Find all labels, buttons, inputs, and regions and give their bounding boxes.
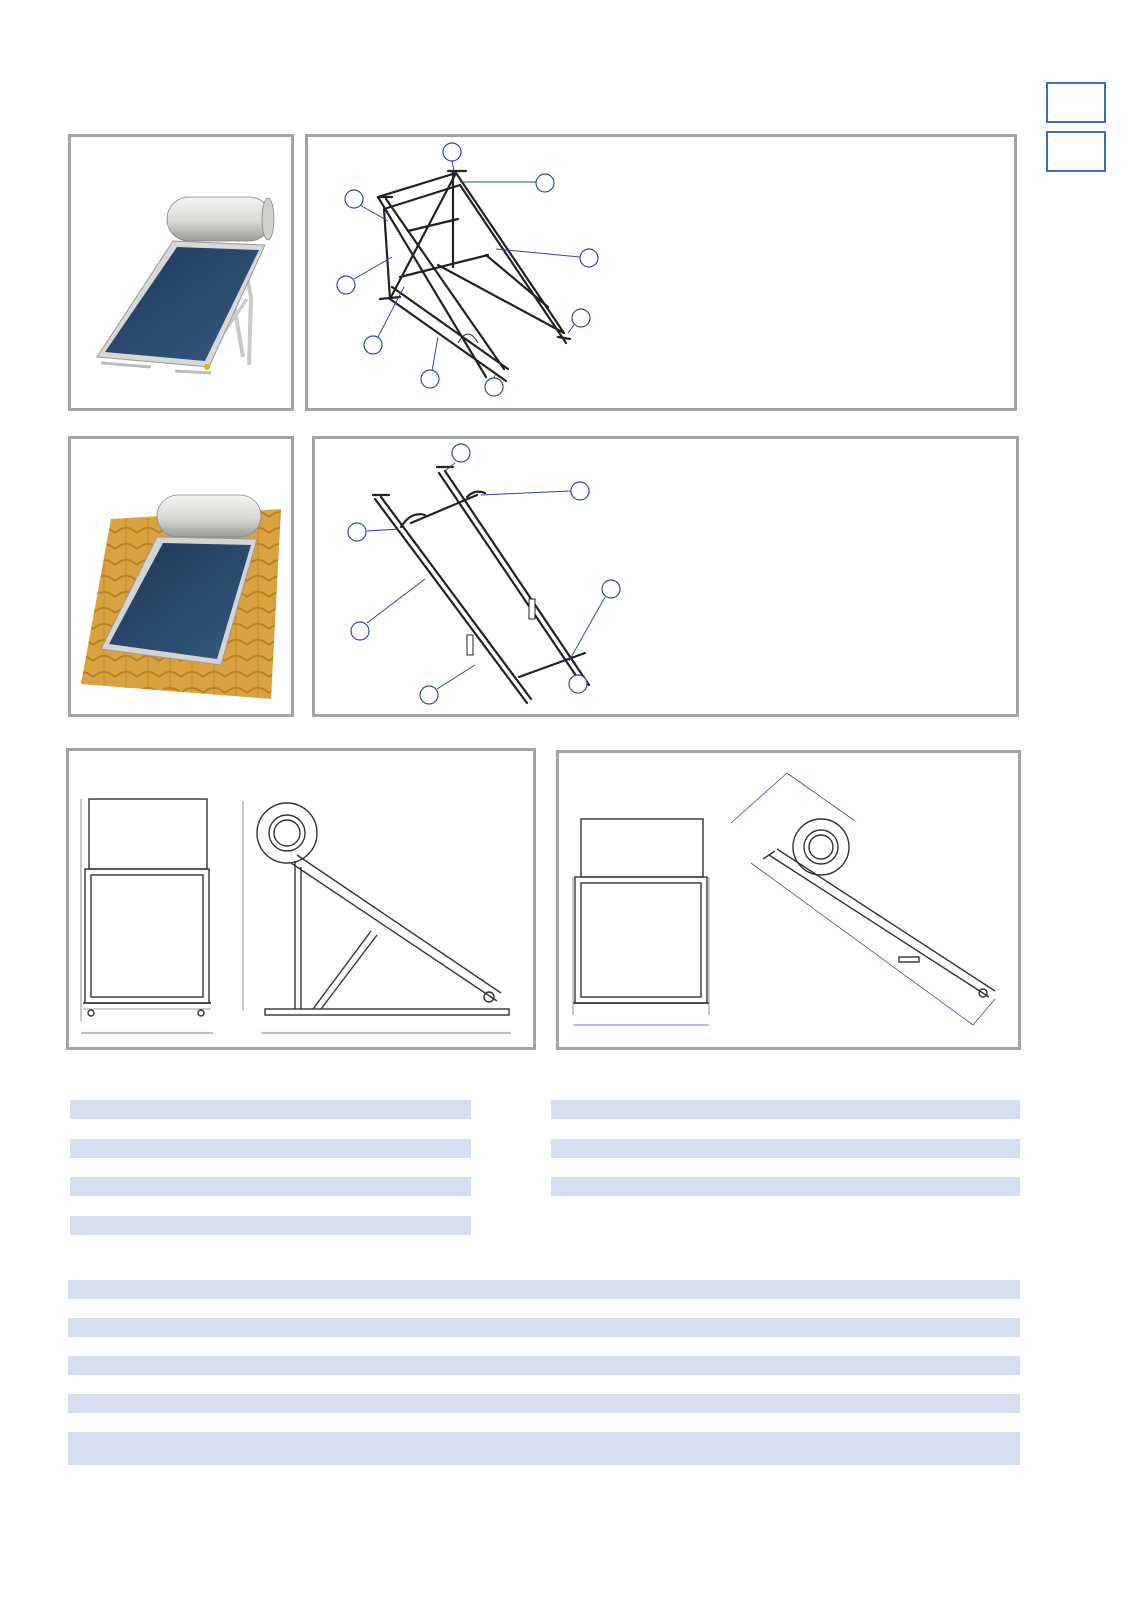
flat-roof-mounting-frame-drawing-icon: [308, 137, 1014, 408]
table-row: [68, 1394, 1020, 1413]
callout-5: [485, 378, 503, 396]
callout-2: [571, 482, 589, 500]
callout-7: [364, 336, 382, 354]
flat-roof-photo-frame: [68, 134, 294, 411]
callout-1: [443, 143, 461, 161]
table-row: [70, 1216, 471, 1235]
table-row: [70, 1139, 471, 1158]
tilted-roof-dimensions-frame: [556, 750, 1021, 1050]
solar-water-heater-tiled-roof-photo-icon: [71, 439, 291, 714]
tilted-roof-callouts: [348, 444, 620, 704]
callout-5: [602, 580, 620, 598]
table-row: [68, 1318, 1020, 1337]
table-row: [68, 1432, 1020, 1465]
callout-2: [536, 174, 554, 192]
table-row: [70, 1100, 471, 1119]
flat-roof-frame-members: [378, 171, 570, 381]
side-tab-2[interactable]: [1046, 131, 1106, 172]
flat-roof-dimensions-frame: [66, 748, 536, 1050]
callout-6: [421, 370, 439, 388]
tilted-roof-frame-drawing-frame: [312, 436, 1019, 717]
callout-4: [572, 309, 590, 327]
tilted-roof-mounting-frame-drawing-icon: [315, 439, 1016, 714]
table-row: [551, 1139, 1020, 1158]
callout-1: [452, 444, 470, 462]
table-row: [68, 1356, 1020, 1375]
table-row: [551, 1100, 1020, 1119]
tilted-roof-photo-frame: [68, 436, 294, 717]
tilted-roof-frame-members: [373, 467, 589, 703]
callout-7: [420, 686, 438, 704]
callout-3: [580, 249, 598, 267]
flat-roof-dimension-drawing-icon: [69, 751, 533, 1047]
side-tab-1[interactable]: [1046, 82, 1106, 123]
flat-roof-callouts: [337, 143, 598, 396]
callout-3: [348, 523, 366, 541]
callout-8: [337, 276, 355, 294]
callout-4: [351, 622, 369, 640]
solar-water-heater-flat-roof-photo-icon: [71, 137, 291, 408]
tilted-roof-dimension-drawing-icon: [559, 753, 1018, 1047]
table-row: [551, 1177, 1020, 1196]
callout-6: [569, 675, 587, 693]
flat-roof-frame-drawing-frame: [305, 134, 1017, 411]
table-row: [68, 1280, 1020, 1299]
table-row: [70, 1177, 471, 1196]
callout-9: [345, 190, 363, 208]
